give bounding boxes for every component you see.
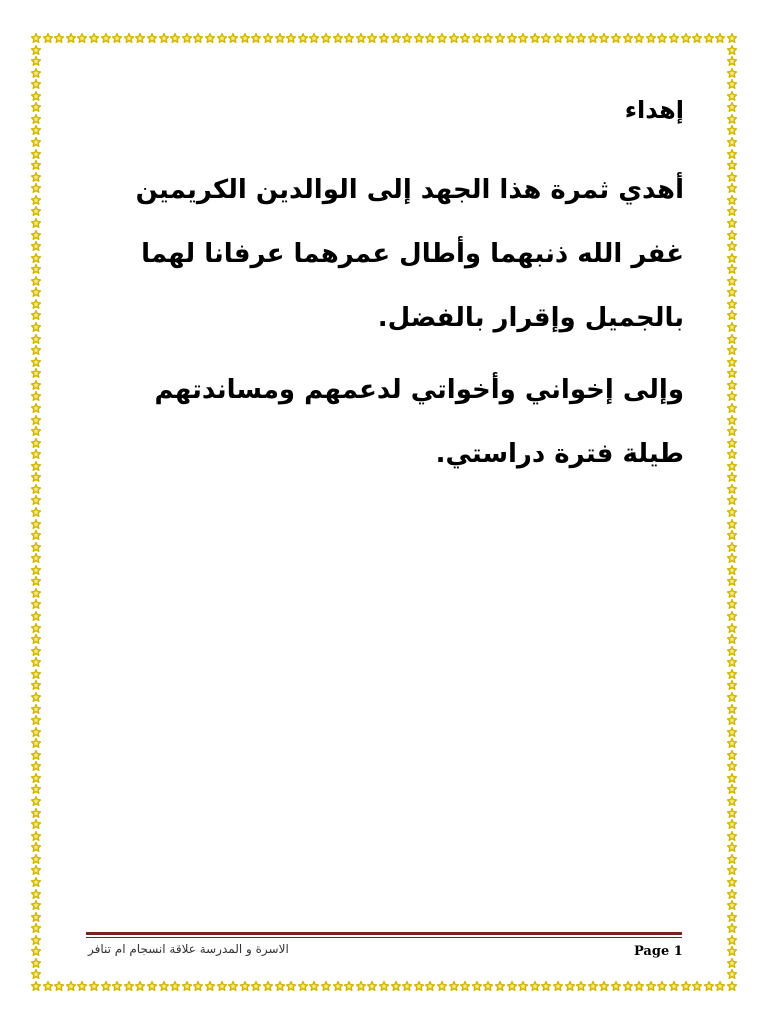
star-icon bbox=[727, 634, 737, 644]
star-icon bbox=[727, 415, 737, 425]
star-icon bbox=[367, 981, 377, 991]
star-icon bbox=[31, 195, 41, 205]
star-icon bbox=[727, 264, 737, 274]
star-icon bbox=[321, 33, 331, 43]
star-icon bbox=[727, 611, 737, 621]
star-icon bbox=[275, 981, 285, 991]
star-icon bbox=[31, 784, 41, 794]
star-icon bbox=[565, 33, 575, 43]
star-icon bbox=[54, 981, 64, 991]
star-icon bbox=[727, 310, 737, 320]
footer-document-title: الاسرة و المدرسة علاقة انسجام ام تنافر bbox=[88, 942, 289, 956]
star-icon bbox=[31, 877, 41, 887]
star-icon bbox=[727, 68, 737, 78]
star-icon bbox=[727, 657, 737, 667]
star-icon bbox=[692, 981, 702, 991]
star-icon bbox=[31, 45, 41, 55]
star-icon bbox=[727, 946, 737, 956]
star-icon bbox=[31, 484, 41, 494]
star-icon bbox=[727, 79, 737, 89]
star-icon bbox=[170, 981, 180, 991]
star-icon bbox=[31, 230, 41, 240]
star-icon bbox=[135, 33, 145, 43]
star-icon bbox=[472, 981, 482, 991]
star-icon bbox=[507, 981, 517, 991]
star-icon bbox=[518, 33, 528, 43]
star-icon bbox=[599, 981, 609, 991]
star-icon bbox=[518, 981, 528, 991]
star-icon bbox=[414, 981, 424, 991]
star-icon bbox=[727, 183, 737, 193]
star-icon bbox=[31, 56, 41, 66]
star-icon bbox=[31, 889, 41, 899]
star-icon bbox=[251, 981, 261, 991]
star-icon bbox=[727, 345, 737, 355]
star-icon bbox=[727, 819, 737, 829]
star-icon bbox=[112, 981, 122, 991]
star-icon bbox=[147, 981, 157, 991]
star-icon bbox=[89, 981, 99, 991]
star-icon bbox=[193, 33, 203, 43]
star-icon bbox=[599, 33, 609, 43]
star-icon bbox=[402, 981, 412, 991]
star-icon bbox=[31, 576, 41, 586]
star-icon bbox=[727, 484, 737, 494]
star-icon bbox=[31, 946, 41, 956]
star-icon bbox=[727, 599, 737, 609]
star-icon bbox=[77, 33, 87, 43]
star-icon bbox=[379, 33, 389, 43]
star-icon bbox=[31, 183, 41, 193]
star-icon bbox=[77, 981, 87, 991]
star-icon bbox=[170, 33, 180, 43]
star-icon bbox=[31, 819, 41, 829]
star-icon bbox=[31, 704, 41, 714]
star-icon bbox=[31, 391, 41, 401]
star-icon bbox=[727, 334, 737, 344]
star-icon bbox=[31, 125, 41, 135]
star-icon bbox=[634, 981, 644, 991]
star-icon bbox=[31, 912, 41, 922]
star-icon bbox=[727, 576, 737, 586]
star-icon bbox=[727, 553, 737, 563]
star-icon bbox=[727, 45, 737, 55]
star-icon bbox=[333, 33, 343, 43]
star-icon bbox=[541, 981, 551, 991]
star-icon bbox=[402, 33, 412, 43]
star-icon bbox=[31, 842, 41, 852]
star-icon bbox=[669, 981, 679, 991]
star-icon bbox=[31, 958, 41, 968]
star-icon bbox=[379, 981, 389, 991]
star-icon bbox=[727, 391, 737, 401]
star-icon bbox=[31, 542, 41, 552]
star-icon bbox=[31, 611, 41, 621]
footer-rule-thick bbox=[86, 932, 682, 935]
star-icon bbox=[727, 542, 737, 552]
star-icon bbox=[727, 750, 737, 760]
page-heading: إهداء bbox=[624, 96, 684, 124]
star-icon bbox=[657, 33, 667, 43]
star-icon bbox=[193, 981, 203, 991]
dedication-paragraph-siblings: وإلى إخواني وأخواتي لدعمهم ومساندتهم طيلة فترة دراستي. bbox=[154, 375, 684, 469]
star-icon bbox=[31, 669, 41, 679]
star-icon bbox=[704, 33, 714, 43]
star-icon bbox=[727, 438, 737, 448]
star-icon bbox=[495, 981, 505, 991]
star-icon bbox=[727, 461, 737, 471]
star-icon bbox=[727, 114, 737, 124]
star-icon bbox=[31, 680, 41, 690]
star-icon bbox=[727, 727, 737, 737]
star-icon bbox=[217, 33, 227, 43]
star-icon bbox=[681, 33, 691, 43]
dedication-content bbox=[96, 92, 684, 486]
star-icon bbox=[31, 322, 41, 332]
star-icon bbox=[727, 102, 737, 112]
star-icon bbox=[727, 449, 737, 459]
star-icon bbox=[727, 507, 737, 517]
star-icon bbox=[507, 33, 517, 43]
star-icon bbox=[54, 33, 64, 43]
star-icon bbox=[31, 692, 41, 702]
star-icon bbox=[541, 33, 551, 43]
star-icon bbox=[31, 79, 41, 89]
star-icon bbox=[727, 519, 737, 529]
star-icon bbox=[43, 981, 53, 991]
star-icon bbox=[727, 160, 737, 170]
star-icon bbox=[460, 981, 470, 991]
star-icon bbox=[727, 322, 737, 332]
star-icon bbox=[31, 438, 41, 448]
star-icon bbox=[727, 808, 737, 818]
star-icon bbox=[727, 969, 737, 979]
star-icon bbox=[727, 623, 737, 633]
star-icon bbox=[124, 33, 134, 43]
star-icon bbox=[727, 854, 737, 864]
star-icon bbox=[727, 784, 737, 794]
star-icon bbox=[182, 981, 192, 991]
star-icon bbox=[565, 981, 575, 991]
star-icon bbox=[31, 472, 41, 482]
star-icon bbox=[449, 981, 459, 991]
star-icon bbox=[727, 877, 737, 887]
star-icon bbox=[727, 889, 737, 899]
star-icon bbox=[727, 865, 737, 875]
star-icon bbox=[391, 33, 401, 43]
star-icon bbox=[31, 310, 41, 320]
star-icon bbox=[31, 368, 41, 378]
star-icon bbox=[31, 495, 41, 505]
star-icon bbox=[483, 33, 493, 43]
star-icon bbox=[135, 981, 145, 991]
star-icon bbox=[727, 195, 737, 205]
star-icon bbox=[657, 981, 667, 991]
star-icon bbox=[727, 646, 737, 656]
star-icon bbox=[727, 923, 737, 933]
star-icon bbox=[646, 33, 656, 43]
star-icon bbox=[727, 669, 737, 679]
star-icon bbox=[31, 865, 41, 875]
star-icon bbox=[727, 172, 737, 182]
star-icon bbox=[321, 981, 331, 991]
star-icon bbox=[159, 33, 169, 43]
star-icon bbox=[31, 981, 41, 991]
star-icon bbox=[727, 842, 737, 852]
star-icon bbox=[159, 981, 169, 991]
star-icon bbox=[101, 33, 111, 43]
star-icon bbox=[727, 900, 737, 910]
star-icon bbox=[66, 981, 76, 991]
star-icon bbox=[344, 981, 354, 991]
star-icon bbox=[309, 33, 319, 43]
star-icon bbox=[344, 33, 354, 43]
star-icon bbox=[31, 831, 41, 841]
star-icon bbox=[31, 657, 41, 667]
star-icon bbox=[727, 149, 737, 159]
star-icon bbox=[727, 299, 737, 309]
star-icon bbox=[31, 808, 41, 818]
star-icon bbox=[727, 530, 737, 540]
star-icon bbox=[112, 33, 122, 43]
star-icon bbox=[31, 264, 41, 274]
footer-page-number: Page 1 bbox=[634, 944, 683, 959]
star-icon bbox=[31, 299, 41, 309]
star-icon bbox=[205, 981, 215, 991]
star-icon bbox=[356, 981, 366, 991]
star-icon bbox=[727, 241, 737, 251]
star-icon bbox=[251, 33, 261, 43]
star-icon bbox=[727, 495, 737, 505]
star-icon bbox=[228, 33, 238, 43]
star-icon bbox=[623, 981, 633, 991]
star-icon bbox=[31, 253, 41, 263]
star-icon bbox=[31, 519, 41, 529]
star-icon bbox=[727, 403, 737, 413]
star-icon bbox=[31, 738, 41, 748]
star-icon bbox=[31, 415, 41, 425]
star-icon bbox=[31, 599, 41, 609]
star-icon bbox=[31, 334, 41, 344]
star-icon bbox=[727, 125, 737, 135]
star-icon bbox=[31, 773, 41, 783]
star-icon bbox=[727, 761, 737, 771]
star-icon bbox=[727, 426, 737, 436]
star-icon bbox=[31, 160, 41, 170]
star-icon bbox=[704, 981, 714, 991]
star-icon bbox=[309, 981, 319, 991]
star-icon bbox=[576, 981, 586, 991]
star-icon bbox=[727, 738, 737, 748]
star-icon bbox=[460, 33, 470, 43]
star-icon bbox=[576, 33, 586, 43]
star-icon bbox=[727, 704, 737, 714]
star-icon bbox=[31, 218, 41, 228]
star-icon bbox=[692, 33, 702, 43]
star-icon bbox=[727, 588, 737, 598]
star-icon bbox=[727, 831, 737, 841]
star-icon bbox=[425, 33, 435, 43]
star-icon bbox=[727, 91, 737, 101]
star-icon bbox=[240, 981, 250, 991]
star-icon bbox=[31, 565, 41, 575]
star-icon bbox=[89, 33, 99, 43]
star-icon bbox=[727, 680, 737, 690]
star-icon bbox=[31, 969, 41, 979]
star-icon bbox=[31, 449, 41, 459]
star-icon bbox=[286, 981, 296, 991]
star-icon bbox=[182, 33, 192, 43]
star-icon bbox=[553, 33, 563, 43]
star-icon bbox=[669, 33, 679, 43]
star-icon bbox=[727, 218, 737, 228]
star-icon bbox=[727, 935, 737, 945]
star-icon bbox=[727, 981, 737, 991]
star-icon bbox=[31, 33, 41, 43]
star-icon bbox=[31, 623, 41, 633]
star-icon bbox=[414, 33, 424, 43]
star-icon bbox=[646, 981, 656, 991]
star-icon bbox=[31, 276, 41, 286]
star-icon bbox=[727, 357, 737, 367]
star-icon bbox=[31, 68, 41, 78]
star-icon bbox=[240, 33, 250, 43]
footer-rule-thin bbox=[86, 937, 682, 938]
star-icon bbox=[31, 241, 41, 251]
star-icon bbox=[31, 91, 41, 101]
star-icon bbox=[31, 287, 41, 297]
star-icon bbox=[228, 981, 238, 991]
star-icon bbox=[449, 33, 459, 43]
star-icon bbox=[681, 981, 691, 991]
star-icon bbox=[727, 472, 737, 482]
star-icon bbox=[31, 507, 41, 517]
star-icon bbox=[367, 33, 377, 43]
star-icon bbox=[31, 854, 41, 864]
star-icon bbox=[727, 715, 737, 725]
star-icon bbox=[263, 981, 273, 991]
star-icon bbox=[727, 912, 737, 922]
star-icon bbox=[727, 33, 737, 43]
star-icon bbox=[31, 461, 41, 471]
star-icon bbox=[31, 646, 41, 656]
star-icon bbox=[727, 368, 737, 378]
star-icon bbox=[611, 33, 621, 43]
star-icon bbox=[727, 565, 737, 575]
star-icon bbox=[333, 981, 343, 991]
star-icon bbox=[31, 345, 41, 355]
star-icon bbox=[31, 380, 41, 390]
star-icon bbox=[31, 750, 41, 760]
star-icon bbox=[31, 426, 41, 436]
star-icon bbox=[31, 634, 41, 644]
star-icon bbox=[437, 33, 447, 43]
star-icon bbox=[727, 230, 737, 240]
star-icon bbox=[727, 958, 737, 968]
star-icon bbox=[483, 981, 493, 991]
star-icon bbox=[472, 33, 482, 43]
star-icon bbox=[634, 33, 644, 43]
star-icon bbox=[495, 33, 505, 43]
star-icon bbox=[31, 530, 41, 540]
star-icon bbox=[715, 981, 725, 991]
star-icon bbox=[31, 114, 41, 124]
star-icon bbox=[727, 773, 737, 783]
star-icon bbox=[31, 796, 41, 806]
star-icon bbox=[530, 33, 540, 43]
star-icon bbox=[31, 137, 41, 147]
star-icon bbox=[727, 692, 737, 702]
star-icon bbox=[588, 981, 598, 991]
star-icon bbox=[298, 981, 308, 991]
star-icon bbox=[437, 981, 447, 991]
star-icon bbox=[66, 33, 76, 43]
star-icon bbox=[31, 403, 41, 413]
star-icon bbox=[727, 56, 737, 66]
star-icon bbox=[31, 357, 41, 367]
star-icon bbox=[286, 33, 296, 43]
star-icon bbox=[623, 33, 633, 43]
star-icon bbox=[611, 981, 621, 991]
star-icon bbox=[101, 981, 111, 991]
star-icon bbox=[124, 981, 134, 991]
star-icon bbox=[31, 761, 41, 771]
star-icon bbox=[205, 33, 215, 43]
star-icon bbox=[275, 33, 285, 43]
star-icon bbox=[727, 137, 737, 147]
star-icon bbox=[727, 276, 737, 286]
star-icon bbox=[727, 287, 737, 297]
star-icon bbox=[31, 588, 41, 598]
star-icon bbox=[588, 33, 598, 43]
star-icon bbox=[31, 149, 41, 159]
star-icon bbox=[391, 981, 401, 991]
star-icon bbox=[425, 981, 435, 991]
star-icon bbox=[147, 33, 157, 43]
star-icon bbox=[727, 253, 737, 263]
star-icon bbox=[217, 981, 227, 991]
star-icon bbox=[31, 553, 41, 563]
star-icon bbox=[31, 172, 41, 182]
star-icon bbox=[553, 981, 563, 991]
star-icon bbox=[727, 796, 737, 806]
star-icon bbox=[31, 923, 41, 933]
star-icon bbox=[31, 727, 41, 737]
star-icon bbox=[298, 33, 308, 43]
dedication-paragraph-parents: أهدي ثمرة هذا الجهد إلى الوالدين الكريمين غفر الله ذنبهما وأطال عمرهما عرفانا لهما بالجميل وإقرار بالفضل. bbox=[135, 175, 684, 333]
star-icon bbox=[263, 33, 273, 43]
star-icon bbox=[31, 715, 41, 725]
star-icon bbox=[31, 935, 41, 945]
star-icon bbox=[31, 900, 41, 910]
star-icon bbox=[43, 33, 53, 43]
star-icon bbox=[31, 206, 41, 216]
star-icon bbox=[727, 206, 737, 216]
star-icon bbox=[727, 380, 737, 390]
star-icon bbox=[715, 33, 725, 43]
star-icon bbox=[31, 102, 41, 112]
star-icon bbox=[530, 981, 540, 991]
star-icon bbox=[356, 33, 366, 43]
